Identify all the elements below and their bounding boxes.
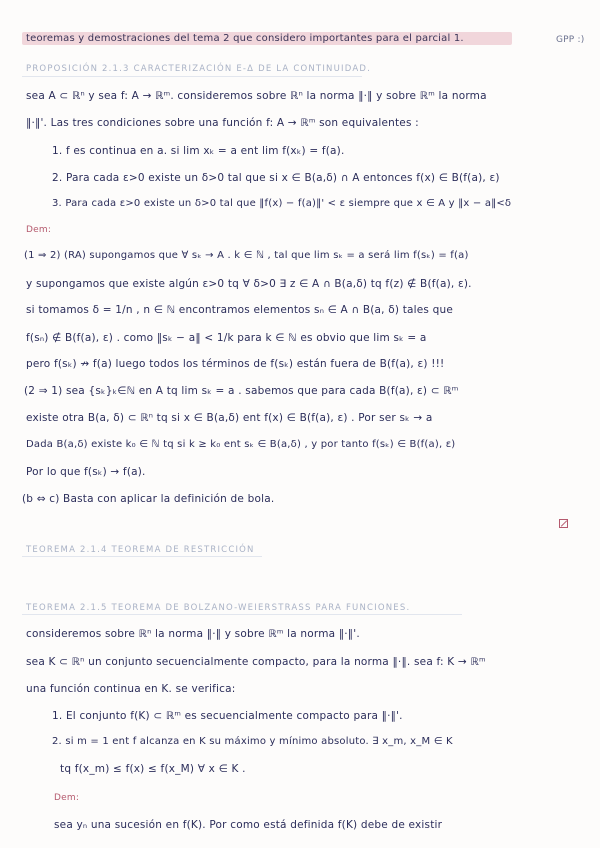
section-rule <box>22 614 462 615</box>
proof-line: existe otra B(a, δ) ⊂ ℝⁿ tq si x ∈ B(a,δ) ent f(x) ∈ B(f(a), ε) . Por ser sₖ → a <box>26 412 433 424</box>
text-line: sea K ⊂ ℝⁿ un conjunto secuencialmente compacto, para la norma ‖·‖. sea f: K → ℝᵐ <box>26 656 486 668</box>
section-header-teorema-2-1-4: TEOREMA 2.1.4 TEOREMA DE RESTRICCIÓN <box>26 545 255 555</box>
proof-line: Dada B(a,δ) existe k₀ ∈ ℕ tq si k ≥ k₀ ent sₖ ∈ B(a,δ) , y por tanto f(sₖ) ∈ B(f(a), ε) <box>26 439 456 450</box>
section-rule <box>22 556 262 557</box>
dem-label: Dem: <box>54 793 80 803</box>
proof-line: (b ⇔ c) Basta con aplicar la definición de bola. <box>22 493 275 505</box>
proof-line: (2 ⇒ 1) sea {sₖ}ₖ∈ℕ en A tq lim sₖ = a . sabemos que para cada B(f(a), ε) ⊂ ℝᵐ <box>24 385 459 397</box>
section-rule <box>22 76 362 77</box>
list-item: 1. f es continua en a. si lim xₖ = a ent lim f(xₖ) = f(a). <box>52 145 345 157</box>
text-line: una función continua en K. se verifica: <box>26 683 236 695</box>
proof-line: Por lo que f(sₖ) → f(a). <box>26 466 146 478</box>
list-item: 2. Para cada ε>0 existe un δ>0 tal que si x ∈ B(a,δ) ∩ A entonces f(x) ∈ B(f(a), ε) <box>52 172 500 184</box>
list-item: 3. Para cada ε>0 existe un δ>0 tal que ‖f(x) − f(a)‖' < ε siempre que x ∈ A y ‖x − a‖<δ <box>52 198 512 209</box>
proof-line: pero f(sₖ) ↛ f(a) luego todos los términos de f(sₖ) están fuera de B(f(a), ε) !!! <box>26 358 445 370</box>
text-line: consideremos sobre ℝⁿ la norma ‖·‖ y sobre ℝᵐ la norma ‖·‖'. <box>26 628 360 640</box>
qed-box-icon <box>559 519 568 528</box>
author-signature: GPP :) <box>556 35 585 45</box>
section-header-teorema-2-1-5: TEOREMA 2.1.5 TEOREMA DE BOLZANO-WEIERSTRASS PARA FUNCIONES. <box>26 603 411 613</box>
text-line: sea A ⊂ ℝⁿ y sea f: A → ℝᵐ. consideremos sobre ℝⁿ la norma ‖·‖ y sobre ℝᵐ la norma <box>26 90 487 102</box>
list-item: tq f(x_m) ≤ f(x) ≤ f(x_M) ∀ x ∈ K . <box>60 763 246 775</box>
dem-label: Dem: <box>26 225 52 235</box>
proof-line: y supongamos que existe algún ε>0 tq ∀ δ>0 ∃ z ∈ A ∩ B(a,δ) tq f(z) ∉ B(f(a), ε). <box>26 278 472 290</box>
proof-line: f(sₙ) ∉ B(f(a), ε) . como ‖sₖ − a‖ < 1/k para k ∈ ℕ es obvio que lim sₖ = a <box>26 332 427 344</box>
section-header-prop-2-1-3: PROPOSICIÓN 2.1.3 CARACTERIZACIÓN Ε-Δ DE LA CONTINUIDAD. <box>26 64 371 74</box>
list-item: 2. si m = 1 ent f alcanza en K su máximo y mínimo absoluto. ∃ x_m, x_M ∈ K <box>52 736 453 747</box>
proof-line: sea yₙ una sucesión en f(K). Por como está definida f(K) debe de existir <box>54 819 443 831</box>
text-line: ‖·‖'. Las tres condiciones sobre una función f: A → ℝᵐ son equivalentes : <box>26 117 419 129</box>
proof-line: (1 ⇒ 2) (RA) supongamos que ∀ sₖ → A . k ∈ ℕ , tal que lim sₖ = a será lim f(sₖ) = f(a) <box>24 250 469 261</box>
proof-line: si tomamos δ = 1/n , n ∈ ℕ encontramos elementos sₙ ∈ A ∩ B(a, δ) tales que <box>26 304 454 316</box>
page-title: teoremas y demostraciones del tema 2 que considero importantes para el parcial 1. <box>26 33 464 44</box>
list-item: 1. El conjunto f(K) ⊂ ℝᵐ es secuencialmente compacto para ‖·‖'. <box>52 710 403 722</box>
